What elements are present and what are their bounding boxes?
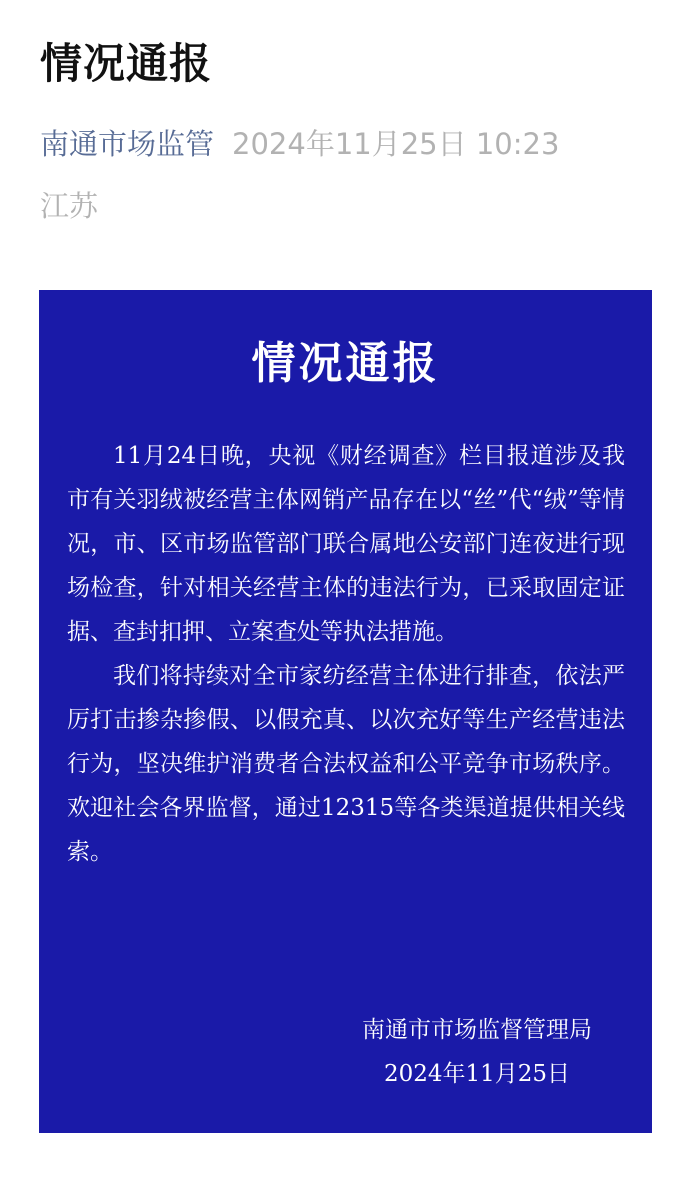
notice-heading: 情况通报 (251, 338, 440, 389)
account-name-link[interactable]: 南通市场监管 (40, 127, 215, 161)
notice-image[interactable] (39, 290, 652, 1133)
notice-paragraph: 我们将持续对全市家纺经营主体进行排查，依法严厉打击掺杂掺假、以假充真、以次充好等生产经营违法行为，坚决维护消费者合法权益和公平竞争市场秩序。欢迎社会各界监督，通过12315等各类渠道提供相关线索。 (67, 663, 625, 865)
publish-region: 江苏 (40, 189, 99, 223)
notice-signature (362, 1008, 592, 1096)
article-title: 情况通报 (40, 39, 213, 88)
notice-paragraph: 11月24日晚，央视《财经调查》栏目报道涉及我市有关羽绒被经营主体网销产品存在以“丝”代“绒”等情况，市、区市场监管部门联合属地公安部门连夜进行现场检查，针对相关经营主体的违法行为，已采取固定证据、查封扣押、立案查处等执法措施。 (67, 443, 625, 645)
notice-body (67, 434, 625, 874)
signature-org: 南通市市场监督管理局 (362, 1017, 592, 1043)
publish-time: 2024年11月25日 10:23 (232, 127, 560, 161)
signature-date: 2024年11月25日 (383, 1061, 571, 1087)
article-meta (40, 124, 559, 164)
